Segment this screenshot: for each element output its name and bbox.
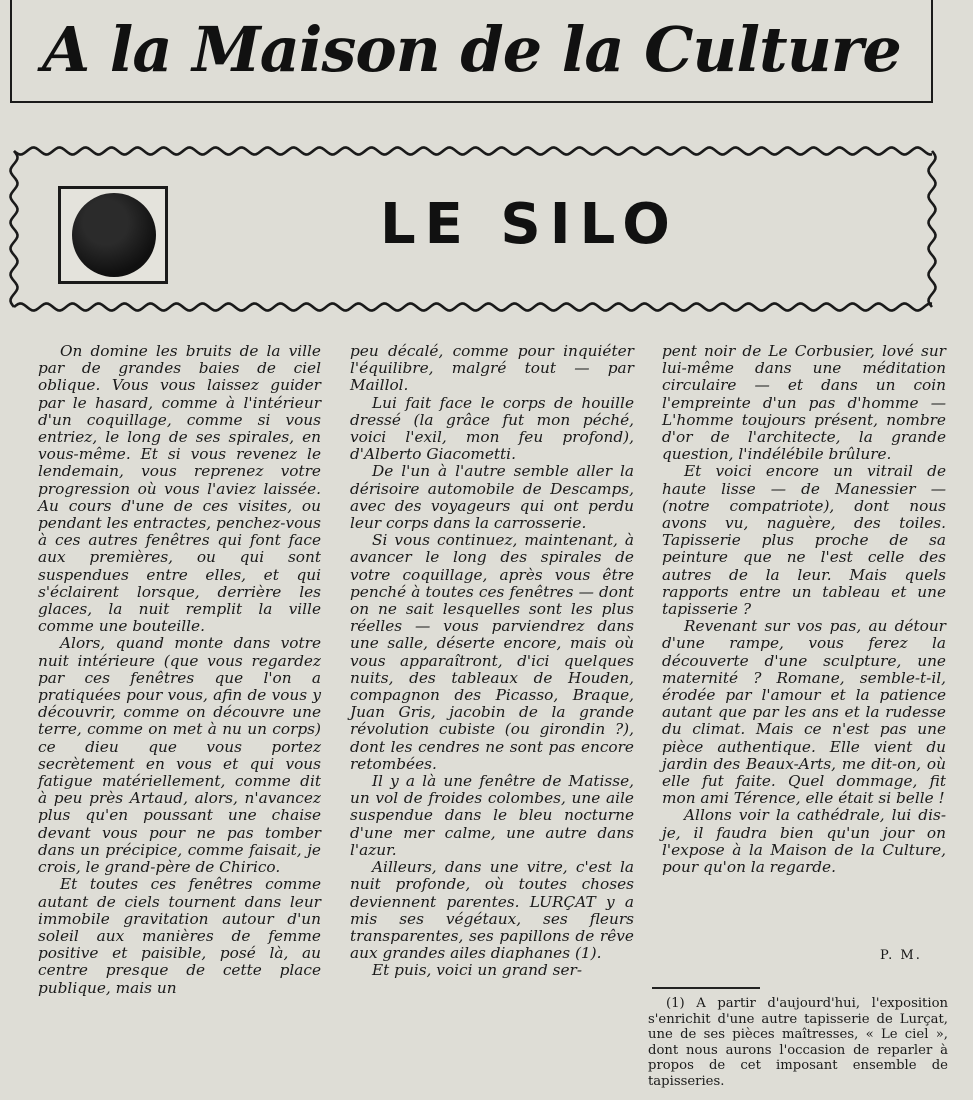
article-title: LE SILO bbox=[380, 192, 679, 257]
headline-frame bbox=[10, 0, 933, 103]
footnote: (1) A partir d'aujourd'hui, l'exposition s'enrichit d'une autre tapisserie de Lurçat, une de ses pièces maîtresses, « Le ciel », dont nous aurons l'occasion de reparler à propos de cet imposant ensemble de tapisseries. bbox=[648, 996, 948, 1089]
black-disc-icon bbox=[72, 193, 156, 277]
paragraph: Ailleurs, dans une vitre, c'est la nuit profonde, où toutes choses deviennent parentes. LURÇAT y a mis ses végétaux, ses fleurs transparentes, ses papillons de rêve aux grandes ailes diaphanes (1). bbox=[350, 858, 634, 963]
logo-frame bbox=[58, 186, 168, 284]
author-signature: P. M. bbox=[880, 948, 922, 963]
paragraph: peu décalé, comme pour inquiéter l'équilibre, malgré tout — par Maillol. bbox=[350, 342, 634, 395]
footnote-divider bbox=[652, 987, 760, 989]
paragraph: On domine les bruits de la ville par de grandes baies de ciel oblique. Vous vous laissez guider par le hasard, comme à l'intérieur d'un coquillage, comme si vous entriez, le long de ses spirales, en vous-même. Et si vous revenez le lendemain, vous reprenez votre progression où vous l'aviez laissée. Au cours d'une de ces visites, ou pendant les entractes, penchez-vous à ces autres fenêtres qui font face aux premières, ou qui sont suspendues entre elles, et qui s'éclairent lorsque, derrière les glaces, la nuit remplit la ville comme une bouteille. bbox=[38, 342, 321, 636]
paragraph: De l'un à l'autre semble aller la dérisoire automobile de Descamps, avec des voyageurs qui ont perdu leur corps dans la carrosserie. bbox=[350, 462, 634, 533]
paragraph: Lui fait face le corps de houille dressé (la grâce fut mon péché, voici l'exil, mon feu profond), d'Alberto Giacometti. bbox=[350, 393, 634, 464]
text-column-2 bbox=[350, 343, 634, 980]
paragraph: Et voici encore un vitrail de haute lisse — de Manessier — (notre compatriote), dont nous avons vu, naguère, des toiles. Tapisserie plus proche de sa peinture que ne l'est celle des autres de la leur. Mais quels rapports entre un tableau et une tapisserie ? bbox=[662, 462, 946, 619]
paragraph: Et puis, voici un grand ser- bbox=[372, 961, 583, 980]
headline: A la Maison de la Culture bbox=[42, 13, 901, 86]
text-column-1 bbox=[38, 343, 321, 997]
paragraph: pent noir de Le Corbusier, lové sur lui-même dans une méditation circulaire — et dans un coin l'empreinte d'un pas d'homme — L'homme toujours présent, nombre d'or de l'architecte, la grande question, l'indélébile brûlure. bbox=[662, 342, 946, 464]
paragraph: Revenant sur vos pas, au détour d'une rampe, vous ferez la découverte d'une sculpture, une maternité ? Romane, semble-t-il, érodée par l'amour et la patience autant que par les ans et la rudesse du climat. Mais ce n'est pas une pièce authentique. Elle vient du jardin des Beaux-Arts, me dit-on, où elle fut faite. Quel dommage, fit mon ami Térence, elle était si belle ! bbox=[662, 617, 946, 808]
paragraph: Si vous continuez, maintenant, à avancer le long des spirales de votre coquillage, après vous être penché à toutes ces fenêtres — dont on ne sait lesquelles sont les plus réelles — vous parviendrez dans une salle, déserte encore, mais où vous apparaîtront, d'ici quelques nuits, des tableaux de Houden, compagnon des Picasso, Braque, Juan Gris, jacobin de la grande révolution cubiste (ou girondin ?), dont les cendres ne sont pas encore retombées. bbox=[350, 531, 634, 773]
paragraph: Et toutes ces fenêtres comme autant de ciels tournent dans leur immobile gravitation autour d'un soleil aux manières de femme positive et paisible, posé là, au centre presque de cette place publique, mais un bbox=[38, 875, 321, 997]
paragraph: Alors, quand monte dans votre nuit intérieure (que vous regardez par ces fenêtres que l'on a pratiquées pour vous, afin de vous y découvrir, comme on découvre une terre, comme on met à nu un corps) ce dieu que vous portez secrètement en vous et qui vous fatigue matériellement, comme dit à peu près Artaud, alors, n'avancez plus qu'en poussant une chaise devant vous pour ne pas tomber dans un précipice, comme faisait, je crois, le grand-père de Chirico. bbox=[38, 634, 321, 877]
text-column-3 bbox=[662, 343, 946, 876]
paragraph: Il y a là une fenêtre de Matisse, un vol de froides colombes, une aile suspendue dans le bleu nocturne d'une mer calme, une autre dans l'azur. bbox=[350, 772, 634, 859]
paragraph: Allons voir la cathédrale, lui dis-je, il faudra bien qu'un jour on l'expose à la Maison de la Culture, pour qu'on la regarde. bbox=[662, 806, 946, 877]
